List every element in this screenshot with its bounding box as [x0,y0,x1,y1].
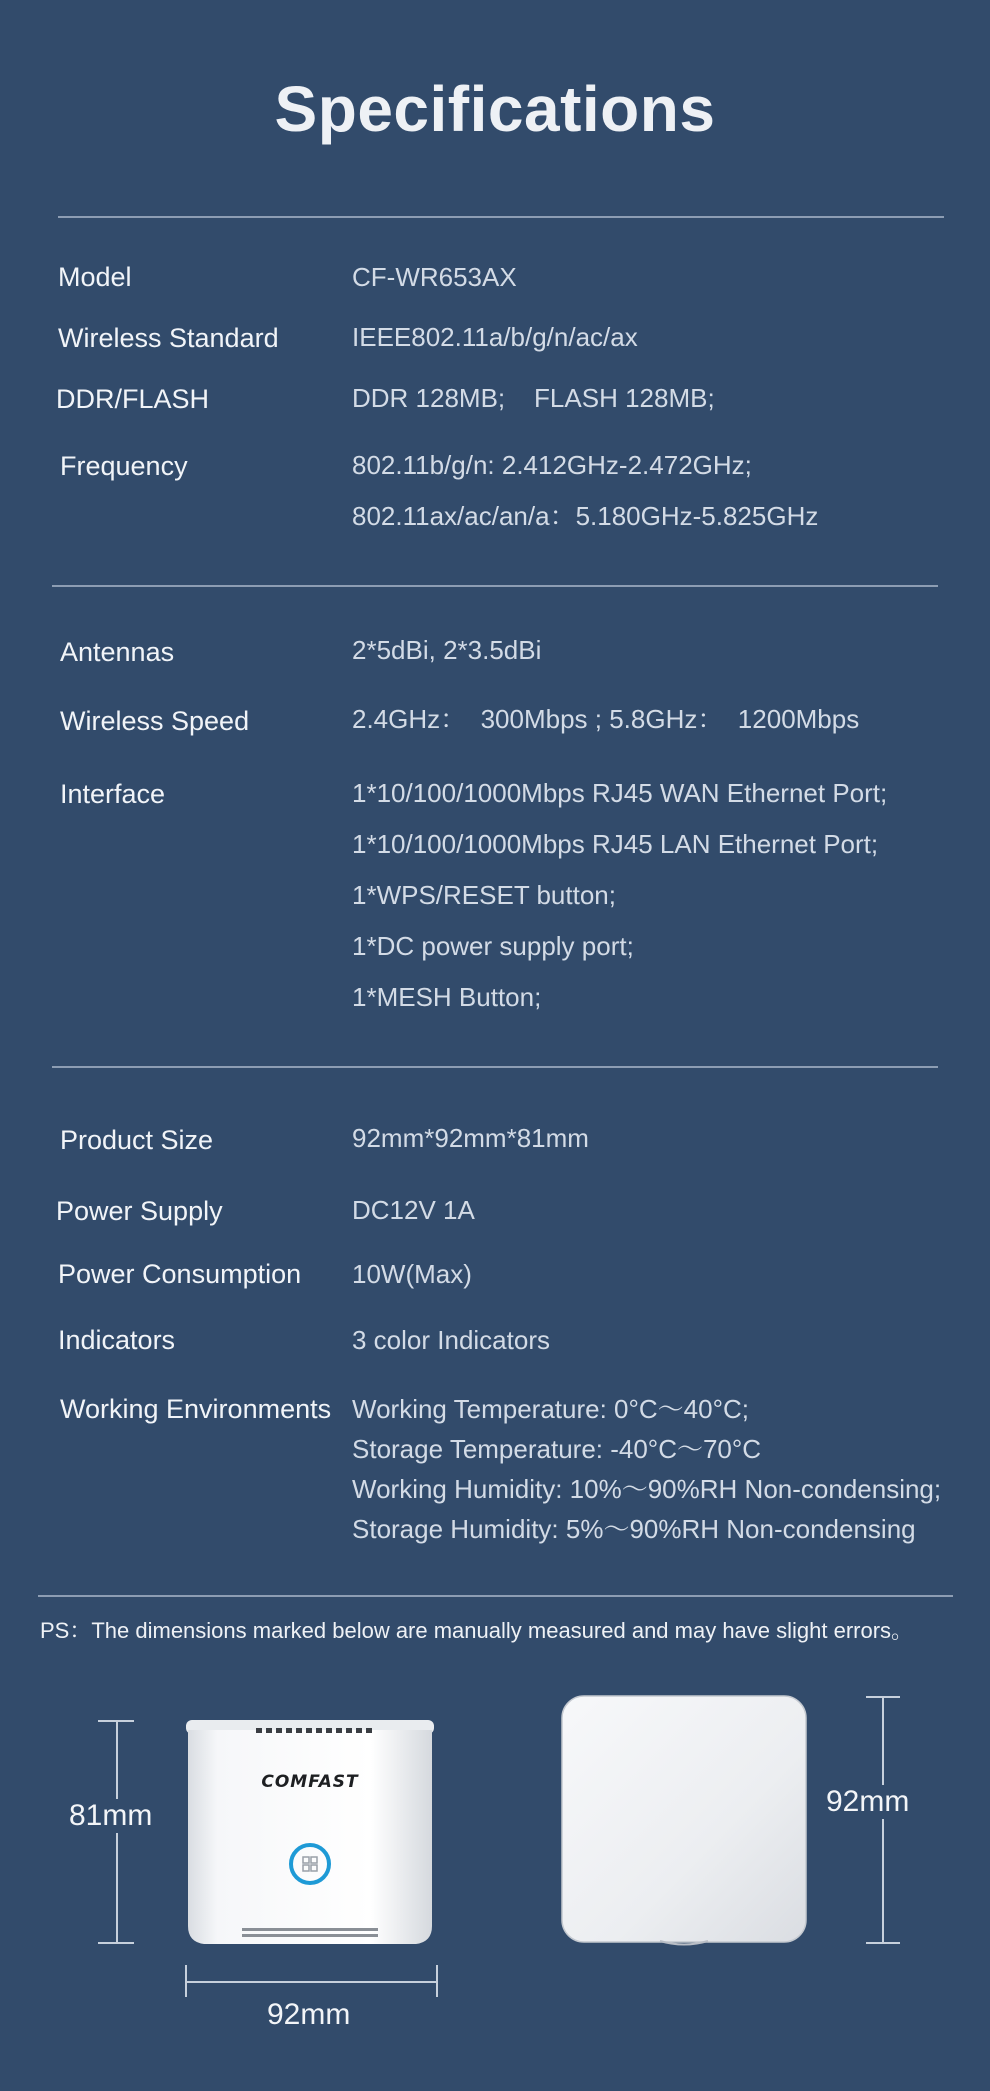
spec-value-indicators: 3 color Indicators [352,1325,550,1355]
height-dimension-label: 81mm [69,1799,153,1832]
environment-line: Working Humidity: 10%～90%RH Non-condensing; [352,1474,942,1504]
spec-label-wireless-standard: Wireless Standard [58,323,279,353]
interface-line: 1*10/100/1000Mbps RJ45 WAN Ethernet Port; [352,778,888,808]
spec-value-frequency [352,440,818,542]
spec-label-power-consumption: Power Consumption [58,1259,302,1289]
spec-value-interface [352,768,887,1023]
measurement-note: PS：The dimensions marked below are manually measured and may have slight errors。 [40,1618,914,1643]
height-dimension-cap-bottom [98,1942,134,1944]
spec-value-ddr-flash: DDR 128MB; FLASH 128MB; [352,383,715,413]
spec-label-wireless-speed: Wireless Speed [60,706,250,736]
depth-dimension-label: 92mm [826,1785,910,1818]
frequency-line: 802.11ax/ac/an/a：5.180GHz-5.825GHz [352,501,819,531]
spec-label-model: Model [58,262,132,292]
page-title: Specifications [274,73,716,145]
depth-dimension-line [882,1697,884,1943]
spec-label-interface: Interface [60,779,166,809]
environment-line: Storage Temperature: -40°C～70°C [352,1434,762,1464]
divider-3 [38,1595,953,1597]
spec-value-wireless-speed: 2.4GHz： 300Mbps ; 5.8GHz： 1200Mbps [352,704,860,734]
spec-value-product-size: 92mm*92mm*81mm [352,1123,589,1153]
spec-label-antennas: Antennas [60,637,175,667]
spec-value-model: CF-WR653AX [352,262,517,292]
divider-2 [52,1066,938,1068]
router-top-view [560,1694,810,1950]
spec-value-power-supply: DC12V 1A [352,1195,475,1225]
spec-label-product-size: Product Size [60,1125,214,1155]
spec-value-power-consumption: 10W(Max) [352,1259,472,1289]
width-dimension-cap-right [436,1965,438,1997]
width-dimension-line [185,1981,438,1983]
spec-value-working-environments [352,1389,941,1549]
interface-line: 1*WPS/RESET button; [352,880,616,910]
width-dimension-cap-left [185,1965,187,1997]
spec-label-power-supply: Power Supply [56,1196,223,1226]
interface-line: 1*MESH Button; [352,982,542,1012]
spec-value-antennas: 2*5dBi, 2*3.5dBi [352,635,542,665]
brand-logo: COMFAST [261,1772,359,1792]
spec-label-ddr-flash: DDR/FLASH [56,384,210,414]
interface-line: 1*10/100/1000Mbps RJ45 LAN Ethernet Port; [352,829,879,859]
spec-label-working-environments: Working Environments [60,1394,332,1424]
router-front-view [180,1716,440,1948]
depth-dimension-cap-top [866,1696,900,1698]
environment-line: Storage Humidity: 5%～90%RH Non-condensing [352,1514,916,1544]
spec-label-frequency: Frequency [60,451,188,481]
divider-1 [52,585,938,587]
divider-top [58,216,944,218]
environment-line: Working Temperature: 0°C～40°C; [352,1394,749,1424]
spec-value-wireless-standard: IEEE802.11a/b/g/n/ac/ax [352,322,638,352]
interface-line: 1*DC power supply port; [352,931,634,961]
depth-dimension-cap-bottom [866,1942,900,1944]
frequency-line: 802.11b/g/n: 2.412GHz-2.472GHz; [352,450,752,480]
height-dimension-cap-top [98,1720,134,1722]
spec-label-indicators: Indicators [58,1325,176,1355]
width-dimension-label: 92mm [267,1998,351,2031]
